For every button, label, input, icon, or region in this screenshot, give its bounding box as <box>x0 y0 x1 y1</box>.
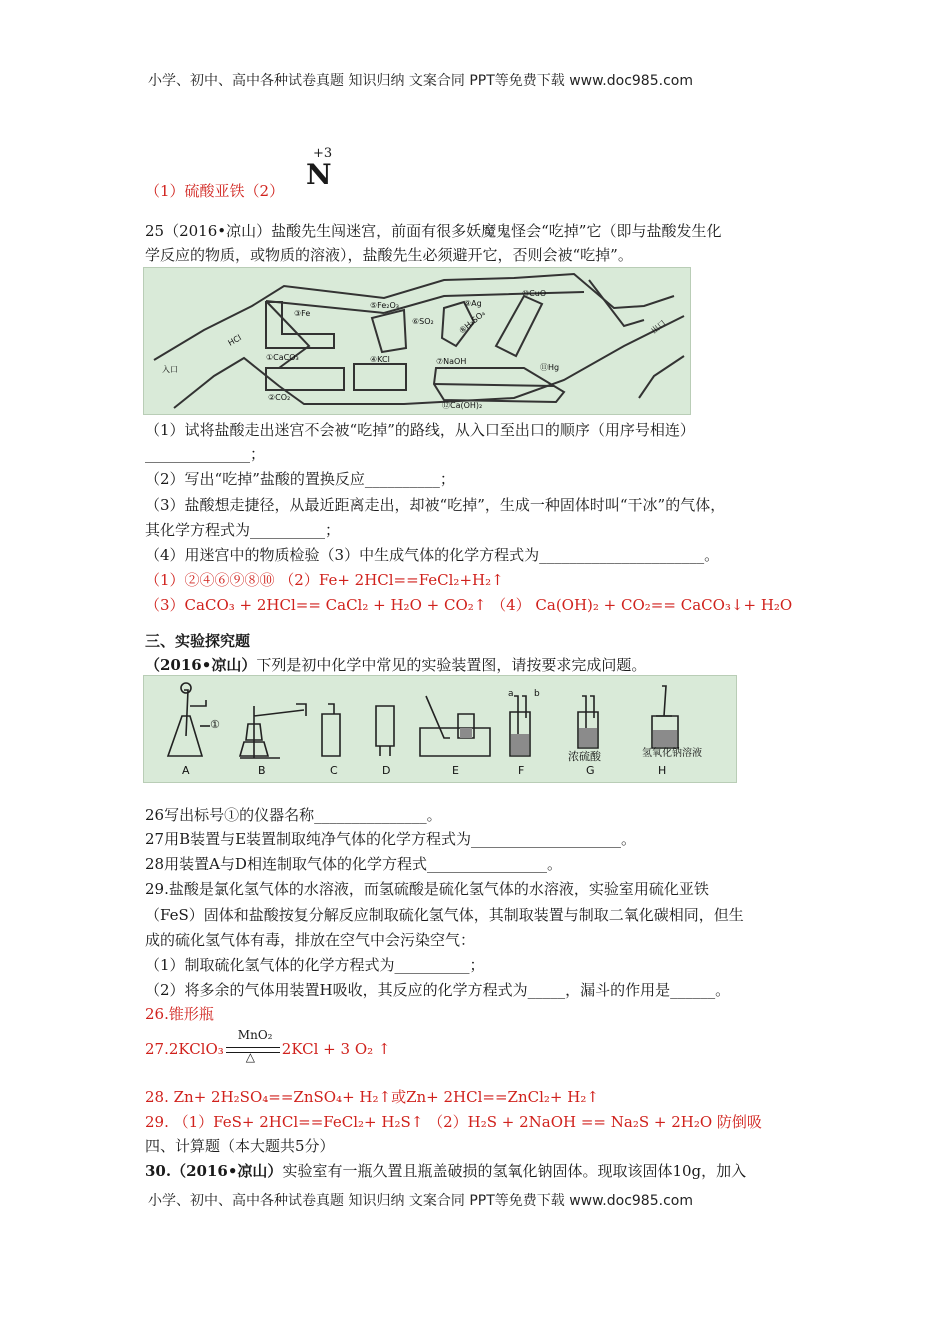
q25-sub3a: （3）盐酸想走捷径，从最近距离走出，却被“吃掉”，生成一种固体时叫“干冰”的气体， <box>145 496 726 514</box>
answer-26: 26.锥形瓶 <box>145 1005 214 1023</box>
q25-sub3b: 其化学方程式为__________； <box>145 521 341 539</box>
q28: 28用装置A与D相连制取气体的化学方程式________________。 <box>145 855 562 873</box>
q30-text: 实验室有一瓶久置且瓶盖破损的氢氧化钠固体。现取该固体10g，加入 <box>282 1162 747 1180</box>
apparatus-label-d: D <box>382 764 391 777</box>
section4-title: 四、计算题（本大题共5分） <box>145 1137 335 1155</box>
q25-answer-1: （1）②④⑥⑨⑧⑩ （2）Fe+ 2HCl==FeCl₂+H₂↑ <box>145 571 504 589</box>
maze-label-caoh2: ⑫Ca(OH)₂ <box>442 401 483 410</box>
page-header: 小学、初中、高中各种试卷真题 知识归纳 文案合同 PPT等免费下载 www.doc985.com <box>148 73 693 89</box>
apparatus-g-reagent: 浓硫酸 <box>568 750 601 763</box>
charge-superscript: +3 <box>313 146 333 161</box>
apparatus-label-b: B <box>258 764 266 777</box>
q30-source: 30.（2016•凉山） <box>145 1162 283 1180</box>
maze-label-caco3: ①CaCO₃ <box>266 353 299 362</box>
apparatus-f-a: a <box>508 689 514 699</box>
answer-28: 28. Zn+ 2H₂SO₄==ZnSO₄+ H₂↑或Zn+ 2HCl==ZnCl₂+ H₂↑ <box>145 1088 599 1106</box>
q25-sub1: （1）试将盐酸走出迷宫不会被“吃掉”的路线，从入口至出口的顺序（用序号相连） <box>145 421 695 439</box>
answer-27-condition <box>224 1028 282 1064</box>
q29-line3: 成的硫化氢气体有毒，排放在空气中会污染空气： <box>145 931 476 949</box>
q25-line1: 25（2016•凉山）盐酸先生闯迷宫，前面有很多妖魔鬼怪会“吃掉”它（即与盐酸发生化 <box>145 222 722 240</box>
answer-27 <box>145 1028 391 1064</box>
q29-sub1: （1）制取硫化氢气体的化学方程式为__________； <box>145 956 485 974</box>
section3-intro-source: （2016•凉山） <box>145 656 257 674</box>
apparatus-h-reagent: 氢氧化钠溶液 <box>642 748 702 759</box>
apparatus-label-a: A <box>182 764 190 777</box>
apparatus-label-h: H <box>658 764 667 777</box>
q29-sub2: （2）将多余的气体用装置H吸收，其反应的化学方程式为_____，漏斗的作用是______。 <box>145 981 731 999</box>
apparatus-label-f: F <box>518 764 525 777</box>
top-answer: （1）硫酸亚铁（2） <box>145 182 285 200</box>
maze-entrance-label: 入口 <box>162 365 178 374</box>
q27: 27用B装置与E装置制取纯净气体的化学方程式为____________________。 <box>145 830 637 848</box>
q29-line1: 29.盐酸是氯化氢气体的水溶液，而氢硫酸是硫化氢气体的水溶液，实验室用硫化亚铁 <box>145 880 709 898</box>
maze-label-naoh: ⑦NaOH <box>436 357 467 366</box>
answer-29: 29. （1）FeS+ 2HCl==FeCl₂+ H₂S↑ （2）H₂S + 2NaOH == Na₂S + 2H₂O 防倒吸 <box>145 1113 762 1131</box>
q25-sub2: （2）写出“吃掉”盐酸的置换反应__________； <box>145 470 455 488</box>
apparatus-label-e: E <box>452 764 459 777</box>
maze-label-h2so4: ⑧H₂SO₄ <box>457 308 488 336</box>
q25-line2: 学反应的物质，或物质的溶液），盐酸先生必须避开它，否则会被“吃掉”。 <box>145 246 633 264</box>
apparatus-f-b: b <box>534 689 540 699</box>
q26: 26写出标号①的仪器名称_______________。 <box>145 806 442 824</box>
maze-exit-label: 出口 <box>649 318 668 336</box>
section3-intro <box>145 653 646 677</box>
answer-27-heat: △ <box>245 1050 256 1064</box>
q25-sub1-blank: ______________； <box>145 445 266 463</box>
apparatus-label-g: G <box>586 764 595 777</box>
q25-sub4: （4）用迷宫中的物质检验（3）中生成气体的化学方程式为______________________。 <box>145 546 720 564</box>
page-footer: 小学、初中、高中各种试卷真题 知识归纳 文案合同 PPT等免费下载 www.doc985.com <box>148 1193 693 1209</box>
apparatus-figure <box>143 675 737 783</box>
maze-label-hg: ⑪Hg <box>540 363 560 372</box>
maze-label-kcl: ④KCl <box>370 355 390 364</box>
apparatus-marker: ① <box>210 718 220 731</box>
maze-label-co2: ②CO₂ <box>268 393 291 402</box>
maze-figure <box>143 267 691 415</box>
answer-27-reactant: 27.2KClO₃ <box>145 1040 224 1058</box>
q30 <box>145 1159 746 1183</box>
maze-label-ag: ⑨Ag <box>464 299 482 308</box>
q25-answer-2: （3）CaCO₃ + 2HCl== CaCl₂ + H₂O + CO₂↑ （4） Ca(OH)₂ + CO₂== CaCO₃↓+ H₂O <box>145 596 793 614</box>
section3-intro-text: 下列是初中化学中常见的实验装置图，请按要求完成问题。 <box>256 656 647 674</box>
maze-label-fe: ③Fe <box>294 309 311 318</box>
maze-label-fe2o3: ⑤Fe₂O₃ <box>370 301 399 310</box>
apparatus-label-c: C <box>330 764 338 777</box>
section3-title: 三、实验探究题 <box>145 632 251 650</box>
maze-label-so2: ⑥SO₂ <box>412 317 434 326</box>
answer-27-product: 2KCl + 3 O₂ ↑ <box>281 1040 391 1058</box>
maze-label-cuo: ⑩CuO <box>522 289 547 298</box>
answer-27-catalyst: MnO₂ <box>237 1028 273 1042</box>
q29-line2: （FeS）固体和盐酸按复分解反应制取硫化氢气体，其制取装置与制取二氧化碳相同，但生 <box>145 906 744 924</box>
nitrogen-symbol: N <box>306 158 332 191</box>
maze-hcl-label: HCl <box>226 333 243 348</box>
